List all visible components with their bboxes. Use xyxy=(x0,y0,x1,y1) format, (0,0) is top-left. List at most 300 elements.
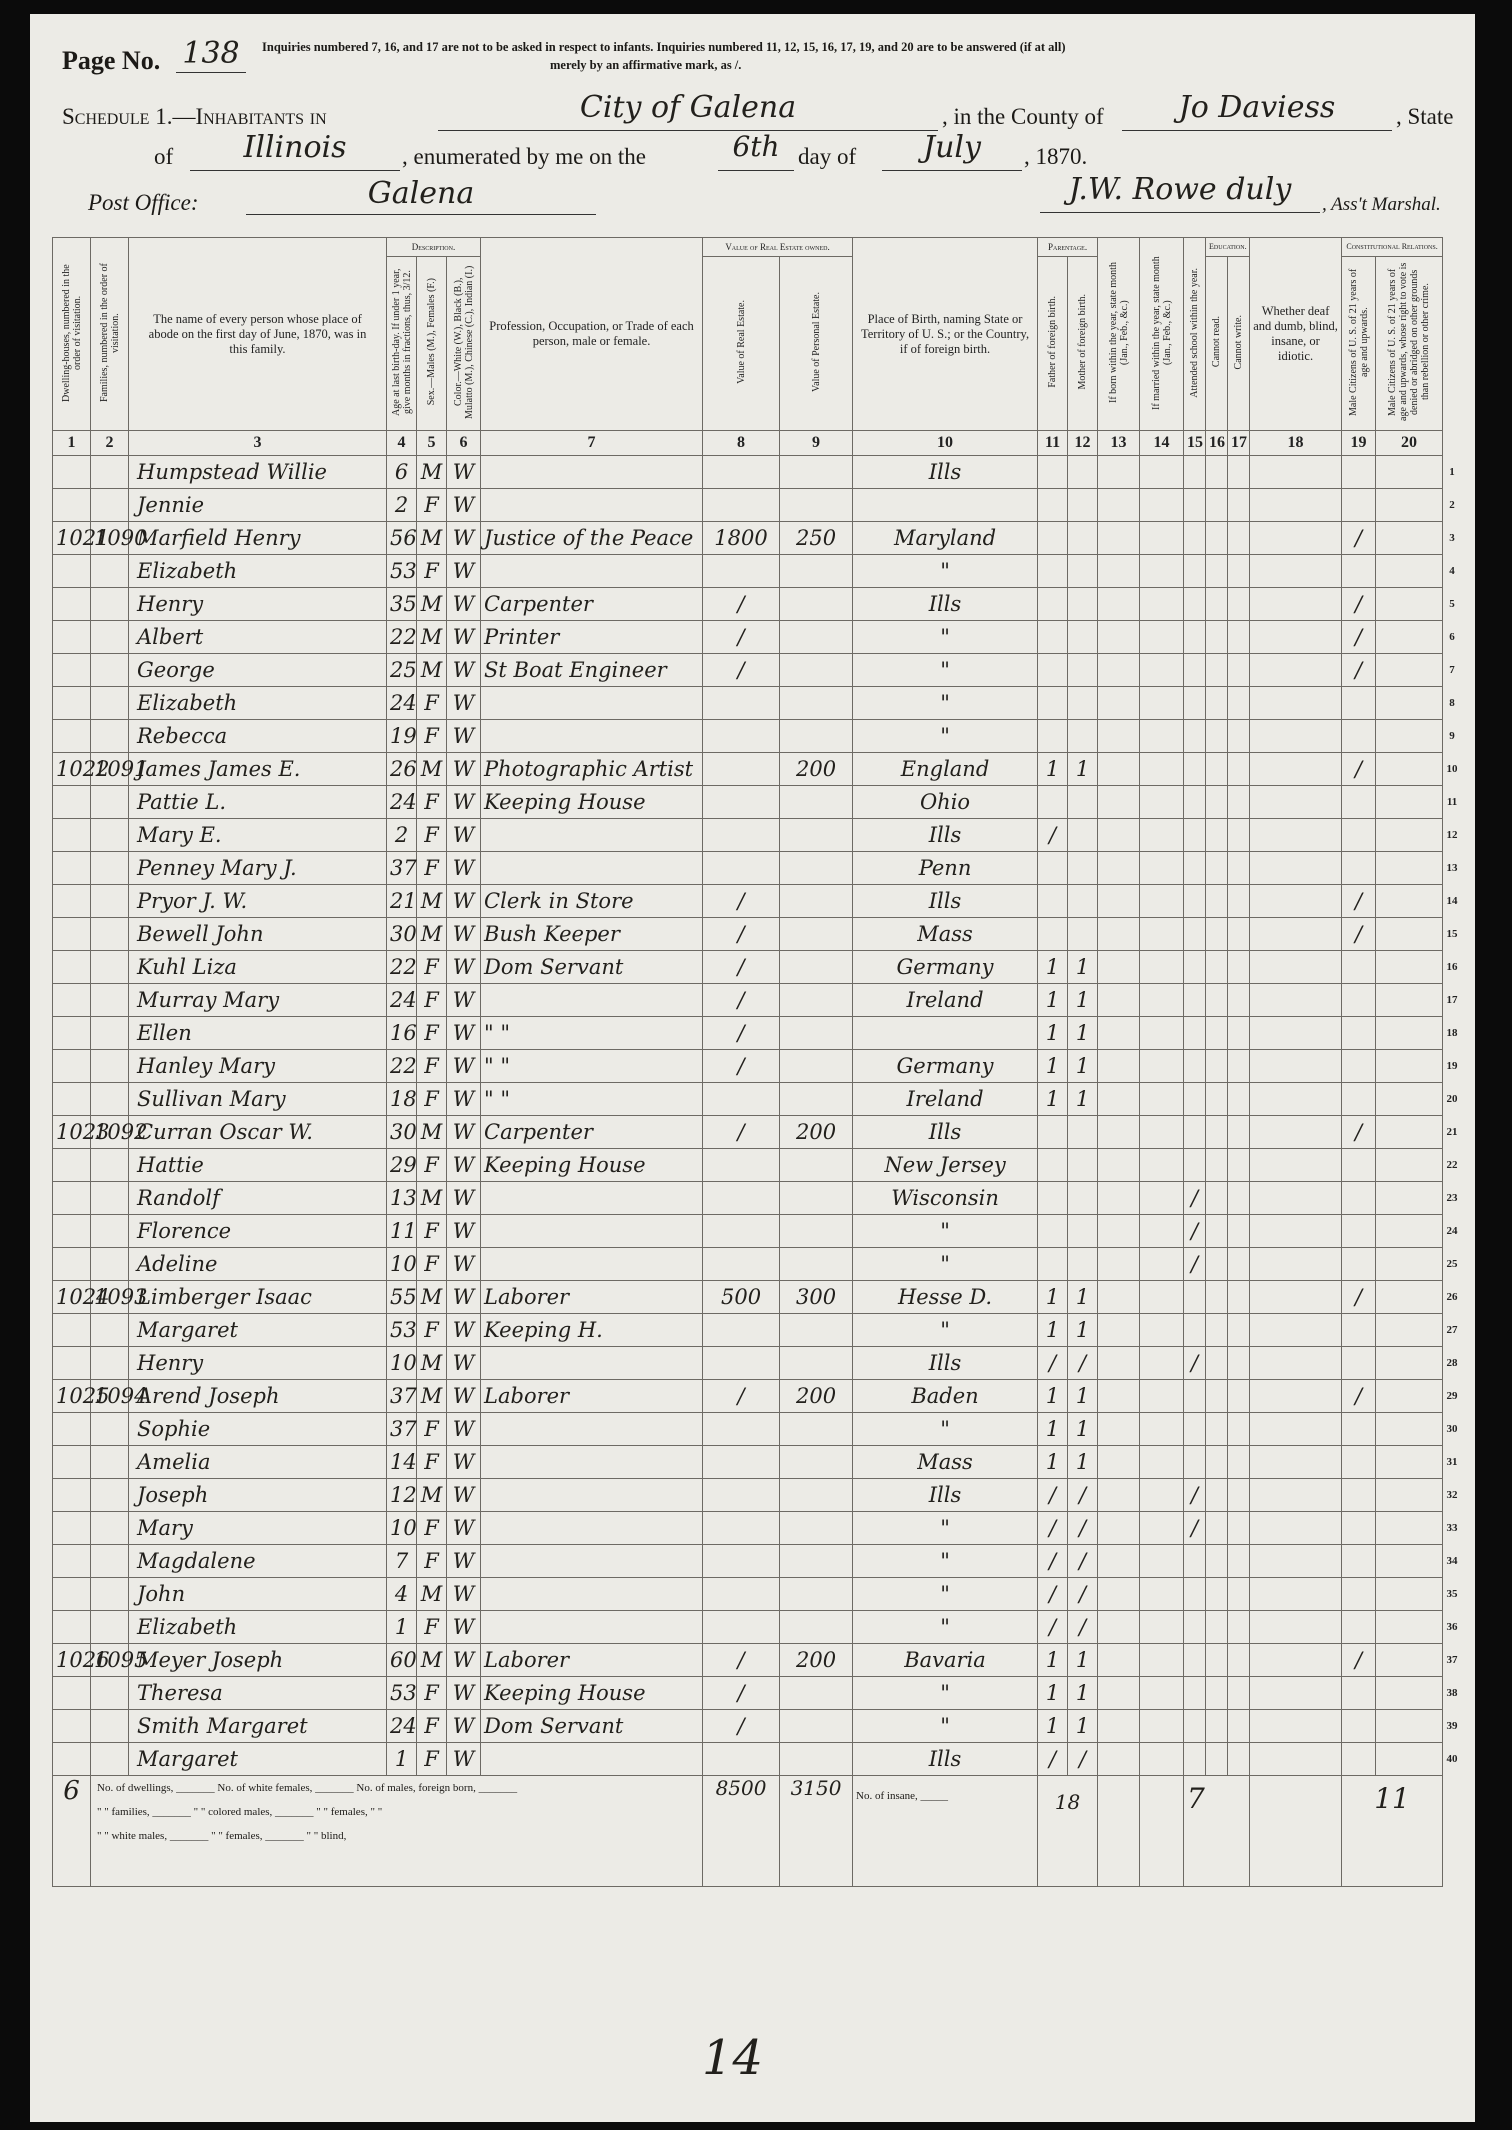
born-within-year-cell xyxy=(1098,489,1140,522)
family-number-cell xyxy=(91,588,129,621)
cannot-read-cell xyxy=(1206,456,1228,489)
dwelling-number-cell xyxy=(53,489,91,522)
line-number: 4 xyxy=(1449,565,1455,577)
cannot-write-cell xyxy=(1228,1281,1250,1314)
male-citizen-cell xyxy=(1342,1017,1376,1050)
age-cell: 22 xyxy=(387,1050,417,1083)
vote-denied-cell xyxy=(1376,720,1443,753)
vote-denied-cell xyxy=(1376,1281,1443,1314)
person-name-cell: George xyxy=(129,654,387,687)
disability-cell xyxy=(1250,1677,1342,1710)
married-within-year-cell xyxy=(1140,885,1184,918)
sex-cell: F xyxy=(417,852,447,885)
dwelling-number-cell xyxy=(53,1677,91,1710)
line-number: 29 xyxy=(1446,1390,1458,1402)
col-4-header: Age at last birth-day. If under 1 year, give months in fractions, thus, 3/12. xyxy=(387,257,417,431)
line-number: 5 xyxy=(1449,598,1455,610)
married-within-year-cell xyxy=(1140,1182,1184,1215)
father-foreign-birth-cell: 1 xyxy=(1038,1017,1068,1050)
col-2-header: Families, numbered in the order of visitation. xyxy=(91,238,129,431)
married-within-year-cell xyxy=(1140,786,1184,819)
summary-line-1: No. of dwellings, _______ No. of white females, _______ No. of males, foreign born, _______ xyxy=(97,1782,518,1794)
born-within-year-cell xyxy=(1098,1611,1140,1644)
birthplace-cell: Wisconsin xyxy=(853,1182,1038,1215)
dwelling-number-cell: 1024 xyxy=(53,1281,91,1314)
person-name-cell: Penney Mary J. xyxy=(129,852,387,885)
real-estate-value-cell xyxy=(703,852,780,885)
born-within-year-cell xyxy=(1098,1083,1140,1116)
born-within-year-cell xyxy=(1098,786,1140,819)
personal-estate-value-cell: 200 xyxy=(780,1116,853,1149)
male-citizen-cell xyxy=(1342,555,1376,588)
occupation-cell: St Boat Engineer xyxy=(481,654,703,687)
person-name-cell: Humpstead Willie xyxy=(129,456,387,489)
birthplace-cell: Germany xyxy=(853,1050,1038,1083)
birthplace-cell: " xyxy=(853,687,1038,720)
color-cell: W xyxy=(447,885,481,918)
vote-denied-cell xyxy=(1376,819,1443,852)
mother-foreign-birth-cell: 1 xyxy=(1068,1413,1098,1446)
born-within-year-cell xyxy=(1098,654,1140,687)
family-number-cell xyxy=(91,1248,129,1281)
dwelling-number-cell xyxy=(53,1611,91,1644)
occupation-cell xyxy=(481,456,703,489)
personal-estate-value-cell xyxy=(780,1017,853,1050)
table-row xyxy=(53,1545,1462,1578)
attended-school-cell xyxy=(1184,621,1206,654)
father-foreign-birth-cell: 1 xyxy=(1038,1050,1068,1083)
occupation-cell: Keeping H. xyxy=(481,1314,703,1347)
color-cell: W xyxy=(447,1149,481,1182)
married-within-year-cell xyxy=(1140,456,1184,489)
table-row xyxy=(53,1149,1462,1182)
father-foreign-birth-cell: 1 xyxy=(1038,984,1068,1017)
dwelling-number-cell xyxy=(53,621,91,654)
census-rows xyxy=(53,456,1462,1776)
disability-cell xyxy=(1250,951,1342,984)
personal-estate-value-cell: 300 xyxy=(780,1281,853,1314)
attended-school-cell: / xyxy=(1184,1512,1206,1545)
color-cell: W xyxy=(447,588,481,621)
mother-foreign-birth-cell xyxy=(1068,885,1098,918)
attended-school-cell xyxy=(1184,1710,1206,1743)
born-within-year-cell xyxy=(1098,621,1140,654)
page-label: Page No. xyxy=(62,46,161,75)
marshal-label: , Ass't Marshal. xyxy=(1322,194,1441,215)
personal-estate-value-cell xyxy=(780,1479,853,1512)
sex-cell: F xyxy=(417,951,447,984)
occupation-cell: Laborer xyxy=(481,1281,703,1314)
personal-estate-value-cell xyxy=(780,588,853,621)
cannot-write-cell xyxy=(1228,1149,1250,1182)
color-cell: W xyxy=(447,1380,481,1413)
attended-school-cell xyxy=(1184,984,1206,1017)
table-row xyxy=(53,1215,1462,1248)
cannot-read-cell xyxy=(1206,1644,1228,1677)
born-within-year-cell xyxy=(1098,1215,1140,1248)
mother-foreign-birth-cell xyxy=(1068,687,1098,720)
line-number: 36 xyxy=(1446,1621,1458,1633)
personal-estate-value-cell xyxy=(780,852,853,885)
birthplace-cell: Ills xyxy=(853,588,1038,621)
vote-denied-cell xyxy=(1376,1479,1443,1512)
real-estate-value-cell: / xyxy=(703,654,780,687)
dwelling-number-cell xyxy=(53,1413,91,1446)
vote-denied-cell xyxy=(1376,1149,1443,1182)
sex-cell: F xyxy=(417,819,447,852)
cannot-read-cell xyxy=(1206,852,1228,885)
occupation-cell: Dom Servant xyxy=(481,1710,703,1743)
real-estate-value-cell: / xyxy=(703,1017,780,1050)
line-number: 30 xyxy=(1446,1423,1458,1435)
birthplace-cell: " xyxy=(853,555,1038,588)
person-name-cell: Hattie xyxy=(129,1149,387,1182)
color-cell: W xyxy=(447,687,481,720)
person-name-cell: Margaret xyxy=(129,1743,387,1776)
table-row xyxy=(53,1644,1462,1677)
cannot-write-cell xyxy=(1228,951,1250,984)
real-estate-value-cell xyxy=(703,1545,780,1578)
father-foreign-birth-cell: / xyxy=(1038,1347,1068,1380)
attended-school-cell xyxy=(1184,1644,1206,1677)
attended-school-cell xyxy=(1184,654,1206,687)
header-group-row xyxy=(53,238,1462,257)
married-within-year-cell xyxy=(1140,1116,1184,1149)
sex-cell: F xyxy=(417,1248,447,1281)
occupation-cell xyxy=(481,984,703,1017)
dwelling-number-cell xyxy=(53,1545,91,1578)
column-number: 17 xyxy=(1228,431,1250,456)
married-within-year-cell xyxy=(1140,1446,1184,1479)
married-within-year-cell xyxy=(1140,1017,1184,1050)
male-citizen-cell xyxy=(1342,1611,1376,1644)
cannot-write-cell xyxy=(1228,1116,1250,1149)
color-cell: W xyxy=(447,1479,481,1512)
age-cell: 22 xyxy=(387,621,417,654)
born-within-year-cell xyxy=(1098,1512,1140,1545)
family-number-cell: 1094 xyxy=(91,1380,129,1413)
dwelling-number-cell xyxy=(53,456,91,489)
sex-cell: M xyxy=(417,588,447,621)
family-number-cell xyxy=(91,1083,129,1116)
post-office-field: Galena xyxy=(246,176,596,215)
age-cell: 18 xyxy=(387,1083,417,1116)
cannot-write-cell xyxy=(1228,1677,1250,1710)
table-row xyxy=(53,819,1462,852)
attended-school-cell xyxy=(1184,687,1206,720)
attended-school-cell xyxy=(1184,1611,1206,1644)
male-citizen-cell xyxy=(1342,720,1376,753)
column-number: 5 xyxy=(417,431,447,456)
dwelling-number-cell xyxy=(53,1182,91,1215)
birthplace-cell: Ills xyxy=(853,456,1038,489)
married-within-year-cell xyxy=(1140,1710,1184,1743)
age-cell: 13 xyxy=(387,1182,417,1215)
line-number: 33 xyxy=(1446,1522,1458,1534)
age-cell: 60 xyxy=(387,1644,417,1677)
mother-foreign-birth-cell: 1 xyxy=(1068,1677,1098,1710)
married-within-year-cell xyxy=(1140,1380,1184,1413)
age-cell: 10 xyxy=(387,1248,417,1281)
vote-denied-cell xyxy=(1376,522,1443,555)
mother-foreign-birth-cell: / xyxy=(1068,1512,1098,1545)
family-number-cell xyxy=(91,1149,129,1182)
column-number: 3 xyxy=(129,431,387,456)
male-citizen-cell xyxy=(1342,1413,1376,1446)
father-foreign-birth-cell: / xyxy=(1038,1611,1068,1644)
attended-school-cell xyxy=(1184,1083,1206,1116)
cannot-read-cell xyxy=(1206,1314,1228,1347)
attended-school-cell xyxy=(1184,1314,1206,1347)
column-number-row xyxy=(53,431,1462,456)
male-citizen-cell xyxy=(1342,819,1376,852)
father-foreign-birth-cell: 1 xyxy=(1038,1446,1068,1479)
birthplace-cell: Penn xyxy=(853,852,1038,885)
father-foreign-birth-cell: 1 xyxy=(1038,1413,1068,1446)
age-cell: 53 xyxy=(387,1314,417,1347)
birthplace-cell: New Jersey xyxy=(853,1149,1038,1182)
real-estate-value-cell xyxy=(703,720,780,753)
attended-school-cell: / xyxy=(1184,1479,1206,1512)
disability-cell xyxy=(1250,1083,1342,1116)
attended-school-cell xyxy=(1184,1017,1206,1050)
mother-foreign-birth-cell xyxy=(1068,720,1098,753)
person-name-cell: Henry xyxy=(129,1347,387,1380)
personal-estate-value-cell: 200 xyxy=(780,753,853,786)
occupation-cell: Keeping House xyxy=(481,1677,703,1710)
disability-cell xyxy=(1250,1743,1342,1776)
father-foreign-birth-cell xyxy=(1038,654,1068,687)
cannot-read-cell xyxy=(1206,1050,1228,1083)
dwelling-number-cell xyxy=(53,918,91,951)
cannot-write-cell xyxy=(1228,1017,1250,1050)
disability-cell xyxy=(1250,489,1342,522)
male-citizen-cell: / xyxy=(1342,885,1376,918)
cannot-write-cell xyxy=(1228,588,1250,621)
birthplace-cell: " xyxy=(853,654,1038,687)
table-row xyxy=(53,1050,1462,1083)
attended-school-cell: / xyxy=(1184,1248,1206,1281)
family-number-cell xyxy=(91,1512,129,1545)
born-within-year-cell xyxy=(1098,1050,1140,1083)
person-name-cell: Elizabeth xyxy=(129,687,387,720)
line-number: 9 xyxy=(1449,730,1455,742)
male-citizen-cell xyxy=(1342,1446,1376,1479)
state-field: Illinois xyxy=(190,130,400,171)
person-name-cell: Albert xyxy=(129,621,387,654)
male-citizen-cell xyxy=(1342,1743,1376,1776)
line-number: 34 xyxy=(1446,1555,1458,1567)
disability-cell xyxy=(1250,753,1342,786)
disability-cell xyxy=(1250,1479,1342,1512)
family-number-cell xyxy=(91,786,129,819)
born-within-year-cell xyxy=(1098,1743,1140,1776)
cannot-write-cell xyxy=(1228,753,1250,786)
mother-foreign-birth-cell xyxy=(1068,918,1098,951)
sex-cell: F xyxy=(417,555,447,588)
sex-cell: M xyxy=(417,1380,447,1413)
cannot-write-cell xyxy=(1228,1446,1250,1479)
born-within-year-cell xyxy=(1098,1248,1140,1281)
married-within-year-cell xyxy=(1140,687,1184,720)
personal-estate-value-cell xyxy=(780,1347,853,1380)
dwelling-number-cell xyxy=(53,1215,91,1248)
attended-school-cell xyxy=(1184,918,1206,951)
father-foreign-birth-cell xyxy=(1038,588,1068,621)
col-9-header: Value of Personal Estate. xyxy=(780,257,853,431)
cannot-write-cell xyxy=(1228,654,1250,687)
line-number: 26 xyxy=(1446,1291,1458,1303)
personal-estate-value-cell xyxy=(780,489,853,522)
disability-cell xyxy=(1250,1545,1342,1578)
disability-cell xyxy=(1250,918,1342,951)
family-number-cell xyxy=(91,1413,129,1446)
married-within-year-cell xyxy=(1140,1281,1184,1314)
vote-denied-cell xyxy=(1376,1578,1443,1611)
vote-denied-cell xyxy=(1376,687,1443,720)
father-foreign-birth-cell: / xyxy=(1038,1578,1068,1611)
born-within-year-cell xyxy=(1098,1116,1140,1149)
attended-school-cell xyxy=(1184,819,1206,852)
married-within-year-cell xyxy=(1140,753,1184,786)
vote-denied-cell xyxy=(1376,1512,1443,1545)
dwelling-number-cell xyxy=(53,984,91,1017)
line-number: 14 xyxy=(1446,895,1458,907)
table-row xyxy=(53,1017,1462,1050)
summary-counts-block xyxy=(91,1776,703,1887)
occupation-cell: Keeping House xyxy=(481,786,703,819)
father-foreign-birth-cell xyxy=(1038,522,1068,555)
vote-denied-cell xyxy=(1376,1050,1443,1083)
sex-cell: M xyxy=(417,456,447,489)
father-foreign-birth-cell: 1 xyxy=(1038,1314,1068,1347)
married-within-year-cell xyxy=(1140,1644,1184,1677)
mother-foreign-birth-cell: 1 xyxy=(1068,1314,1098,1347)
color-cell: W xyxy=(447,1710,481,1743)
line-number: 21 xyxy=(1446,1126,1458,1138)
birthplace-cell: " xyxy=(853,1545,1038,1578)
occupation-cell xyxy=(481,1446,703,1479)
dwelling-number-cell xyxy=(53,1248,91,1281)
family-number-cell: 1091 xyxy=(91,753,129,786)
married-within-year-cell xyxy=(1140,1611,1184,1644)
color-cell: W xyxy=(447,1281,481,1314)
mother-foreign-birth-cell xyxy=(1068,456,1098,489)
census-table xyxy=(52,237,1462,1887)
father-foreign-birth-cell: 1 xyxy=(1038,1677,1068,1710)
disability-cell xyxy=(1250,1017,1342,1050)
born-within-year-cell xyxy=(1098,522,1140,555)
person-name-cell: Henry xyxy=(129,588,387,621)
father-foreign-birth-cell: / xyxy=(1038,1512,1068,1545)
table-row xyxy=(53,588,1462,621)
age-cell: 30 xyxy=(387,918,417,951)
cannot-write-cell xyxy=(1228,819,1250,852)
line-number: 35 xyxy=(1446,1588,1458,1600)
disability-cell xyxy=(1250,1182,1342,1215)
vote-denied-cell xyxy=(1376,588,1443,621)
attended-school-cell xyxy=(1184,489,1206,522)
disability-cell xyxy=(1250,1413,1342,1446)
mother-foreign-birth-cell: 1 xyxy=(1068,1050,1098,1083)
father-foreign-birth-cell: 1 xyxy=(1038,753,1068,786)
cannot-write-cell xyxy=(1228,522,1250,555)
cannot-write-cell xyxy=(1228,1347,1250,1380)
attended-school-cell xyxy=(1184,1281,1206,1314)
real-estate-value-cell: 500 xyxy=(703,1281,780,1314)
personal-estate-value-cell xyxy=(780,1743,853,1776)
married-within-year-cell xyxy=(1140,1743,1184,1776)
cannot-write-cell xyxy=(1228,1083,1250,1116)
disability-cell xyxy=(1250,588,1342,621)
male-citizen-cell xyxy=(1342,1215,1376,1248)
occupation-cell xyxy=(481,1347,703,1380)
dwelling-number-cell xyxy=(53,1710,91,1743)
real-estate-value-cell xyxy=(703,687,780,720)
cannot-read-cell xyxy=(1206,522,1228,555)
cannot-write-cell xyxy=(1228,1512,1250,1545)
line-number: 17 xyxy=(1446,994,1458,1006)
vote-denied-cell xyxy=(1376,555,1443,588)
real-estate-value-cell: 1800 xyxy=(703,522,780,555)
cannot-read-cell xyxy=(1206,951,1228,984)
dwelling-number-cell xyxy=(53,819,91,852)
birthplace-cell: Ills xyxy=(853,1347,1038,1380)
real-estate-value-cell: / xyxy=(703,621,780,654)
disability-cell xyxy=(1250,1149,1342,1182)
line-number: 15 xyxy=(1446,928,1458,940)
summary-insane-label: No. of insane, _____ xyxy=(856,1790,948,1802)
cannot-read-cell xyxy=(1206,1479,1228,1512)
vote-denied-cell xyxy=(1376,1017,1443,1050)
line-number: 18 xyxy=(1446,1027,1458,1039)
mother-foreign-birth-cell: / xyxy=(1068,1578,1098,1611)
cannot-read-cell xyxy=(1206,1677,1228,1710)
vote-denied-cell xyxy=(1376,1413,1443,1446)
attended-school-cell xyxy=(1184,1116,1206,1149)
born-within-year-cell xyxy=(1098,984,1140,1017)
age-cell: 35 xyxy=(387,588,417,621)
person-name-cell: Mary E. xyxy=(129,819,387,852)
occupation-cell xyxy=(481,555,703,588)
married-within-year-cell xyxy=(1140,1479,1184,1512)
dwelling-number-cell xyxy=(53,1743,91,1776)
table-row xyxy=(53,1380,1462,1413)
sex-cell: M xyxy=(417,885,447,918)
col-7-header: Profession, Occupation, or Trade of each person, male or female. xyxy=(481,238,703,431)
cannot-read-cell xyxy=(1206,1149,1228,1182)
color-cell: W xyxy=(447,1578,481,1611)
married-within-year-cell xyxy=(1140,1578,1184,1611)
disability-cell xyxy=(1250,687,1342,720)
disability-cell xyxy=(1250,819,1342,852)
mother-foreign-birth-cell: 1 xyxy=(1068,1017,1098,1050)
born-within-year-cell xyxy=(1098,1677,1140,1710)
sex-cell: M xyxy=(417,1347,447,1380)
disability-cell xyxy=(1250,1446,1342,1479)
father-foreign-birth-cell xyxy=(1038,720,1068,753)
male-citizen-cell: / xyxy=(1342,1380,1376,1413)
age-cell: 10 xyxy=(387,1347,417,1380)
person-name-cell: Sophie xyxy=(129,1413,387,1446)
sex-cell: M xyxy=(417,1479,447,1512)
vote-denied-cell xyxy=(1376,1446,1443,1479)
married-within-year-cell xyxy=(1140,588,1184,621)
dwelling-number-cell xyxy=(53,951,91,984)
male-citizen-cell xyxy=(1342,852,1376,885)
sex-cell: F xyxy=(417,984,447,1017)
dwelling-number-cell xyxy=(53,1017,91,1050)
